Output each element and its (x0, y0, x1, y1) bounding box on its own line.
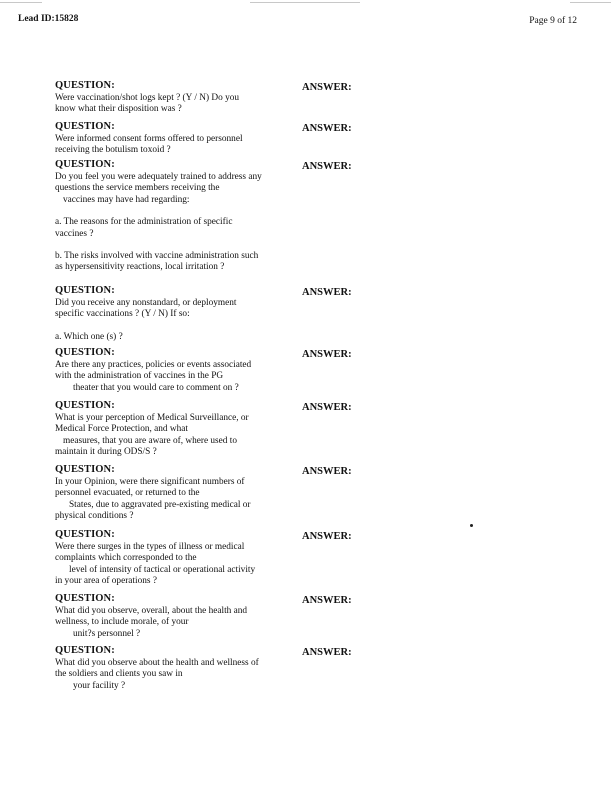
question-text: Are there any practices, policies or events associated with the administration of vaccines in the PG theater that you would care to comment on ? (55, 360, 252, 393)
answer-label: ANSWER: (302, 161, 352, 172)
question-text: What did you observe about the health and wellness of the soldiers and clients you saw in your facility ? (55, 658, 259, 691)
question-label: QUESTION: (55, 464, 115, 475)
scan-speck (470, 524, 473, 527)
answer-label: ANSWER: (302, 595, 352, 606)
answer-label: ANSWER: (302, 531, 352, 542)
question-text: What did you observe, overall, about the health and wellness, to include morale, of your unit?s personnel ? (55, 606, 248, 639)
question-text: Did you receive any nonstandard, or deployment specific vaccinations ? (Y / N) If so: a. Which one (s) ? (55, 298, 237, 342)
answer-label: ANSWER: (302, 349, 352, 360)
lead-id: Lead ID:15828 (18, 14, 79, 24)
top-scan-rule (250, 2, 360, 3)
question-label: QUESTION: (55, 400, 115, 411)
question-label: QUESTION: (55, 159, 115, 170)
question-label: QUESTION: (55, 121, 115, 132)
question-label: QUESTION: (55, 347, 115, 358)
question-text: Were vaccination/shot logs kept ? (Y / N) Do you know what their disposition was ? (55, 93, 240, 115)
question-label: QUESTION: (55, 645, 115, 656)
question-text: Were informed consent forms offered to personnel receiving the botulism toxoid ? (55, 134, 243, 156)
answer-label: ANSWER: (302, 466, 352, 477)
answer-label: ANSWER: (302, 82, 352, 93)
question-text: In your Opinion, were there significant numbers of personnel evacuated, or returned to the States, due to aggravated pre-existing medical or physical conditions ? (55, 477, 251, 522)
answer-label: ANSWER: (302, 402, 352, 413)
question-label: QUESTION: (55, 529, 115, 540)
answer-label: ANSWER: (302, 647, 352, 658)
answer-label: ANSWER: (302, 123, 352, 134)
page-number: Page 9 of 12 (529, 16, 577, 26)
question-text: Were there surges in the types of illness or medical complaints which corresponded to the level of intensity of tactical or operational activity in your area of operations ? (55, 542, 256, 587)
question-label: QUESTION: (55, 593, 115, 604)
top-scan-rule (0, 2, 42, 3)
question-label: QUESTION: (55, 80, 115, 91)
question-text: Do you feel you were adequately trained to address any questions the service members receiving the vaccines may have had regarding: a. The reasons for the administration of specific vaccines ? b. The risks involved with vaccine administration such as hypersensitivity reactions, local irritation ? (55, 172, 262, 273)
top-scan-rule (570, 2, 611, 3)
answer-label: ANSWER: (302, 287, 352, 298)
question-text: What is your perception of Medical Surveillance, or Medical Force Protection, and what measures, that you are aware of, where used to maintain it during ODS/S ? (55, 413, 249, 458)
question-label: QUESTION: (55, 285, 115, 296)
